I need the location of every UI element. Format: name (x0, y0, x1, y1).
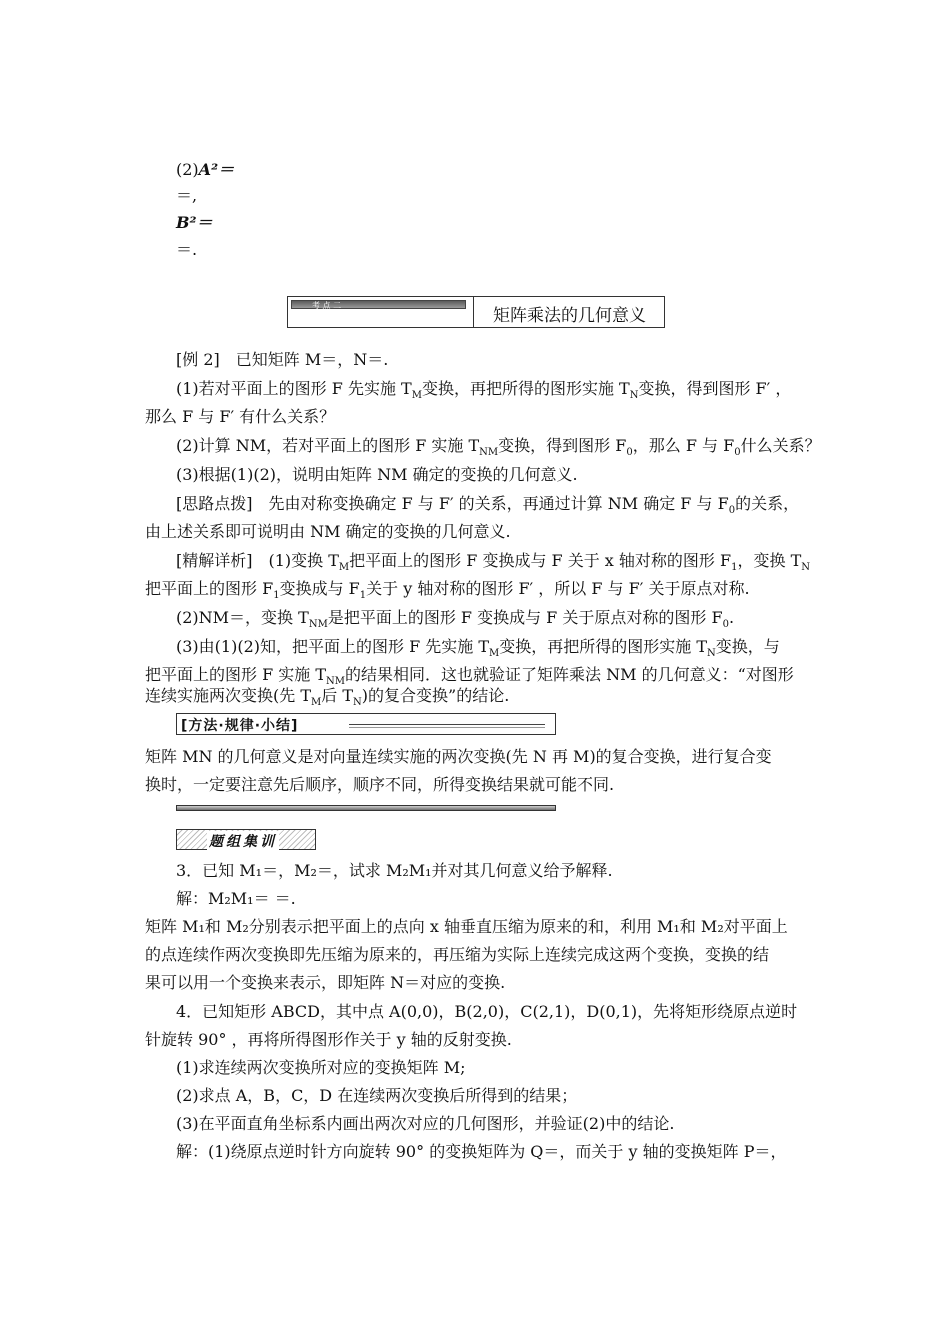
q2-part-d: 什么关系？ (740, 436, 821, 455)
sub-n2: N (801, 562, 810, 574)
problem4-line-1: 4．已知矩形 ABCD，其中点 A(0,0)，B(2,0)，C(2,1)，D(0,1)，先将矩形绕原点逆时 (176, 1002, 798, 1021)
hint-line-2: 由上述关系即可说明由 NM 确定的变换的几何意义. (145, 522, 511, 541)
problem4-q1: (1)求连续两次变换所对应的变换矩阵 M; (176, 1058, 466, 1077)
sol3-a: (2)NM＝，变换 T (176, 608, 309, 627)
solution-line-6 (145, 686, 509, 713)
sol3-b: 是把平面上的图形 F 变换成与 F 关于原点对称的图形 F (327, 608, 723, 627)
sub-0: 0 (626, 447, 633, 459)
a2-label: (2) (176, 160, 199, 179)
b2-line: B²＝ (176, 213, 213, 232)
sol5-b: 的结果相同．这也就验证了矩阵乘法 NM 的几何意义：“对图形 (345, 665, 794, 684)
example2-q2 (176, 436, 821, 463)
method-line-2: 换时，一定要注意先后顺序，顺序不同，所得变换结果就可能不同. (145, 775, 615, 794)
sub-m2: M (338, 562, 350, 574)
sub-0c: 0 (728, 505, 736, 517)
sub-1: 1 (731, 562, 738, 574)
q2-part-c: ，那么 F 与 F (632, 436, 735, 455)
problem3-stem: 3．已知 M₁＝，M₂＝，试求 M₂M₁并对其几何意义给予解释. (176, 861, 613, 880)
solution-line-1 (176, 551, 810, 578)
sub-0b: 0 (734, 447, 741, 459)
sub-1c: 1 (359, 590, 367, 602)
sol1-b: 把平面上的图形 F 变换成与 F 关于 x 轴对称的图形 F (349, 551, 732, 570)
method-rule (349, 724, 545, 728)
sol6-b: 后 T (321, 686, 354, 705)
sol6-c: )的复合变换”的结论. (361, 686, 510, 705)
sol3-c: . (728, 608, 735, 627)
example2-stem: [例 2] 已知矩阵 M＝，N＝. (176, 350, 389, 369)
hint-part-b: 的关系， (735, 494, 800, 513)
q2-part-b: 变换，得到图形 F (498, 436, 627, 455)
hint-part-a: [思路点拨] 先由对称变换确定 F 与 F′ 的关系，再通过计算 NM 确定 F 与 F (176, 494, 729, 513)
q1-part-b: 变换，再把所得的图形实施 T (421, 379, 630, 398)
problem4-line-2: 针旋转 90° ，再将所得图形作关于 y 轴的反射变换. (145, 1030, 512, 1049)
sol1-a: [精解详析] (1)变换 T (176, 551, 339, 570)
sol1-c: ，变换 T (737, 551, 802, 570)
sol6-a: 连续实施两次变换(先 T (145, 686, 312, 705)
sub-n: N (629, 390, 639, 402)
sol4-a: (3)由(1)(2)知，把平面上的图形 F 先实施 T (176, 637, 490, 656)
section-tag: 考 点 二 (291, 300, 466, 309)
example2-q3: (3)根据(1)(2)，说明由矩阵 NM 确定的变换的几何意义. (176, 465, 578, 484)
method-end-bar (176, 805, 556, 811)
solution-line-3 (176, 608, 734, 635)
problem4-q2: (2)求点 A，B，C，D 在连续两次变换后所得到的结果； (176, 1086, 578, 1105)
method-line-1: 矩阵 MN 的几何意义是对向量连续实施的两次变换(先 N 再 M)的复合变换，进行复合变 (145, 747, 772, 766)
problem3-explain-3: 果可以用一个变换来表示，即矩阵 N＝对应的变换. (145, 973, 506, 992)
sub-m3: M (489, 648, 500, 660)
section-title: 矩阵乘法的几何意义 (493, 306, 646, 326)
q1-part-a: (1)若对平面上的图形 F 先实施 T (176, 379, 412, 398)
problem3-explain-1: 矩阵 M₁和 M₂分别表示把平面上的点向 x 轴垂直压缩为原来的和，利用 M₁和 M₂对平面上 (145, 917, 788, 936)
a2-expr: A²＝ (198, 160, 235, 179)
a2-line (176, 160, 234, 180)
sol2-a: 把平面上的图形 F (145, 579, 274, 598)
sub-n3: N (707, 648, 716, 660)
example2-q1-cont: 那么 F 与 F′ 有什么关系？ (145, 407, 336, 426)
q1-part-c: 变换，得到图形 F′ ， (638, 379, 792, 398)
eq-line-1: ＝, (176, 186, 198, 205)
sub-nm3: NM (326, 676, 346, 688)
q2-part-a: (2)计算 NM，若对平面上的图形 F 实施 T (176, 436, 480, 455)
group-label: 题组集训 (207, 831, 279, 851)
sol5-a: 把平面上的图形 F 实施 T (145, 665, 327, 684)
sol4-b: 变换，再把所得的图形实施 T (499, 637, 708, 656)
problem4-solution: 解：(1)绕原点逆时针方向旋转 90° 的变换矩阵为 Q＝，而关于 y 轴的变换矩阵 P＝， (176, 1142, 787, 1161)
example2-q1 (176, 379, 791, 406)
section-header (287, 296, 665, 328)
problem3-explain-2: 的点连续作两次变换即先压缩为原来的，再压缩为实际上连续完成这两个变换，变换的结 (145, 945, 770, 964)
sol2-c: 关于 y 轴对称的图形 F′ ，所以 F 与 F′ 关于原点对称. (366, 579, 750, 598)
group-training-header (176, 829, 316, 850)
sub-nm: NM (479, 447, 499, 459)
sol2-b: 变换成与 F (279, 579, 360, 598)
sub-nm2: NM (308, 619, 328, 631)
sub-0d: 0 (722, 619, 729, 631)
problem4-q3: (3)在平面直角坐标系内画出两次对应的几何图形，并验证(2)中的结论. (176, 1114, 675, 1133)
hint-line-1 (176, 494, 799, 521)
solution-line-4 (176, 637, 780, 664)
method-label: [方法·规律·小结] (181, 718, 299, 734)
sol4-c: 变换，与 (715, 637, 780, 656)
sub-m4: M (311, 697, 322, 709)
problem3-solution: 解：M₂M₁＝ ＝. (176, 889, 296, 908)
sub-n4: N (353, 697, 362, 709)
method-summary-header (176, 713, 556, 735)
sub-1b: 1 (273, 590, 280, 602)
header-divider (473, 297, 474, 327)
solution-line-2 (145, 579, 750, 606)
sub-m: M (411, 390, 422, 402)
eq-line-2: ＝. (176, 240, 198, 259)
